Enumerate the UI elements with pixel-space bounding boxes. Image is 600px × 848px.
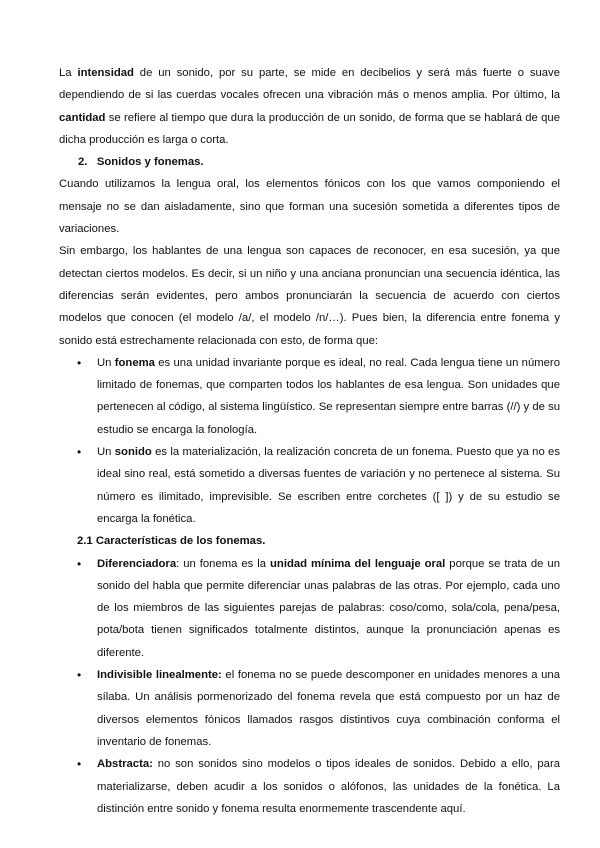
list-item-diferenciadora: • Diferenciadora: un fonema es la unidad mínima del lenguaje oral porque se trata de un sonido del habla que permite diferenciar unas palabras de las otras. Por ejemplo, cada uno de los miembros de las siguientes parejas de palabras: coso/como, sola/cola, pena/pesa, pota/bota tienen significados totalmente distintos, aunque la pronunciación apenas es diferente. — [59, 553, 560, 664]
paragraph-sin-embargo: Sin embargo, los hablantes de una lengua son capaces de reconocer, en esa sucesión, ya que detectan ciertos modelos. Es decir, si un niño y una anciana pronuncian una secuencia idéntica, las diferencias serán evidentes, pero ambos pronunciarán la secuencia de acuerdo con ciertos modelos que conocen (el modelo /a/, el modelo /n/…). Pues bien, la diferencia entre fonema y sonido está estrechamente relacionada con esto, de forma que: — [59, 245, 560, 347]
document-body — [59, 62, 560, 820]
list-item-abstracta: • Abstracta: no son sonidos sino modelos o tipos ideales de sonidos. Debido a ello, para materializarse, deben acudir a los sonidos o alófonos, las unidades de la fonética. La distinción entre sonido y fonema resulta enormemente trascendente aquí. — [59, 753, 560, 820]
term-cantidad: cantidad — [59, 111, 106, 124]
term-intensidad: intensidad — [77, 67, 134, 79]
list-item-indivisible: • Indivisible linealmente: el fonema no se puede descomponer en unidades menores a una sílaba. Un análisis pormenorizado del fonema revela que está compuesto por un haz de diversos elementos fónicos llamados rasgos distintivos cuya combinación conforma el inventario de fonemas. — [59, 664, 560, 753]
paragraph-lengua-oral: Cuando utilizamos la lengua oral, los elementos fónicos con los que vamos componiendo el mensaje no se dan aisladamente, sino que forman una sucesión sometida a diferentes tipos de variaciones. — [59, 178, 560, 236]
list-item-sonido: • Un sonido es la materialización, la realización concreta de un fonema. Puesto que ya no es ideal sino real, está sometido a diversas fuentes de variación y no pertenece al sistema. Su número es ilimitado, imprevisible. Se escriben entre corchetes ([ ]) y de su estudio se encarga la fonética. — [59, 441, 560, 530]
subsection-heading-caracteristicas: 2.1 Características de los fonemas. — [77, 535, 266, 548]
list-fonema-sonido — [59, 352, 560, 530]
section-heading-sonidos-fonemas: 2. Sonidos y fonemas. — [78, 156, 204, 169]
paragraph-intensidad-cantidad: La intensidad de un sonido, por su parte, se mide en decibelios y será más fuerte o suave dependiendo de si las cuerdas vocales ofrecen una vibración más o menos amplia. Por último, la cantidad se refiere al tiempo que dura la producción de un sonido, de forma que se hablará de que dicha producción es larga o corta. — [59, 67, 560, 146]
list-caracteristicas — [59, 553, 560, 821]
list-item-fonema: • Un fonema es una unidad invariante porque es ideal, no real. Cada lengua tiene un número limitado de fonemas, que comparten todos los hablantes de esa lengua. Son unidades que pertenecen al código, al sistema lingüístico. Se representan siempre entre barras (//) y de su estudio se encarga la fonología. — [59, 352, 560, 441]
